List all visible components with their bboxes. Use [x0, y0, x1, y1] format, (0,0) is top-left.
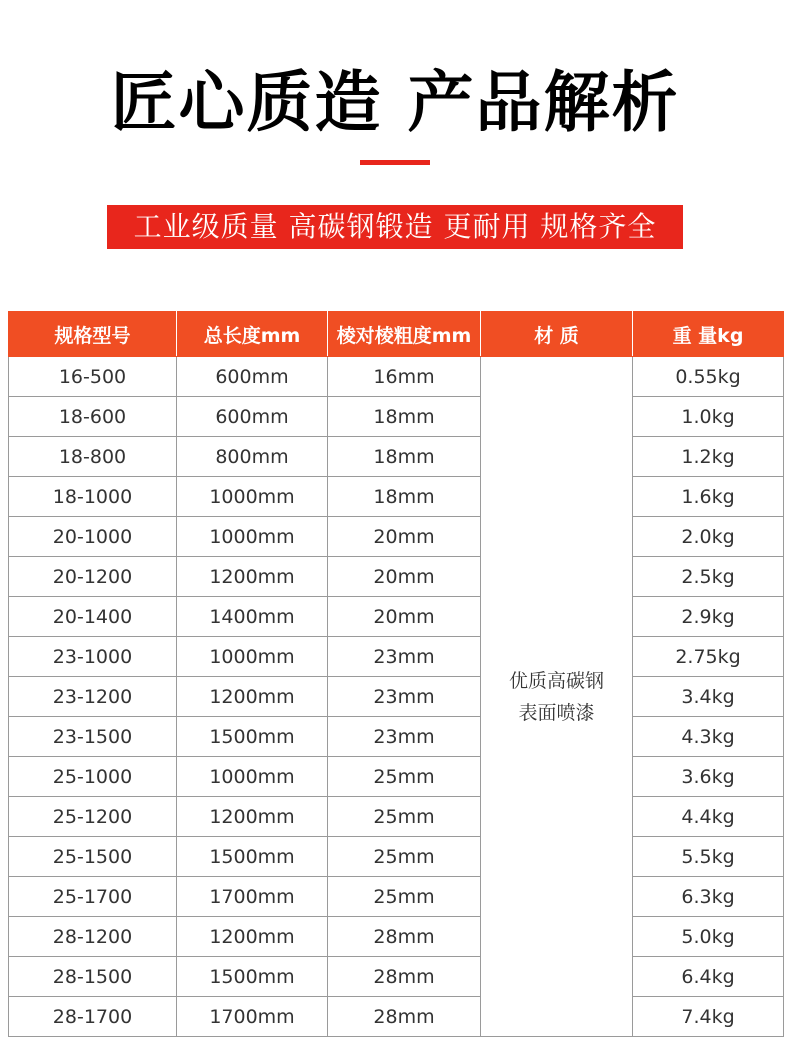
- table-row: [9, 477, 784, 517]
- cell-weight: 6.4kg: [633, 957, 784, 997]
- header-row: [9, 312, 784, 357]
- cell-length: 1200mm: [177, 917, 328, 957]
- cell-weight: 2.0kg: [633, 517, 784, 557]
- column-header-length: 总长度mm: [177, 312, 328, 357]
- cell-model: 23-1200: [9, 677, 177, 717]
- cell-thickness: 20mm: [328, 597, 481, 637]
- table-row: [9, 877, 784, 917]
- cell-thickness: 28mm: [328, 917, 481, 957]
- cell-length: 600mm: [177, 397, 328, 437]
- cell-weight: 4.3kg: [633, 717, 784, 757]
- table-row: [9, 797, 784, 837]
- column-header-weight: 重 量kg: [633, 312, 784, 357]
- cell-weight: 0.55kg: [633, 357, 784, 397]
- cell-model: 25-1700: [9, 877, 177, 917]
- table-row: [9, 917, 784, 957]
- cell-model: 20-1400: [9, 597, 177, 637]
- cell-length: 1200mm: [177, 677, 328, 717]
- cell-weight: 6.3kg: [633, 877, 784, 917]
- cell-length: 800mm: [177, 437, 328, 477]
- cell-length: 1500mm: [177, 717, 328, 757]
- cell-thickness: 25mm: [328, 757, 481, 797]
- cell-thickness: 20mm: [328, 557, 481, 597]
- table-row: [9, 357, 784, 397]
- table-row: [9, 597, 784, 637]
- cell-thickness: 25mm: [328, 797, 481, 837]
- cell-model: 25-1000: [9, 757, 177, 797]
- cell-length: 1000mm: [177, 517, 328, 557]
- table-row: [9, 437, 784, 477]
- cell-length: 1700mm: [177, 997, 328, 1037]
- cell-thickness: 18mm: [328, 477, 481, 517]
- cell-length: 600mm: [177, 357, 328, 397]
- column-header-model: 规格型号: [9, 312, 177, 357]
- cell-weight: 1.0kg: [633, 397, 784, 437]
- cell-length: 1200mm: [177, 557, 328, 597]
- cell-thickness: 20mm: [328, 517, 481, 557]
- cell-weight: 5.5kg: [633, 837, 784, 877]
- cell-thickness: 23mm: [328, 717, 481, 757]
- cell-material: [481, 357, 633, 1037]
- subtitle-banner: 工业级质量 高碳钢锻造 更耐用 规格齐全: [107, 205, 683, 249]
- cell-weight: 4.4kg: [633, 797, 784, 837]
- cell-length: 1200mm: [177, 797, 328, 837]
- cell-model: 18-600: [9, 397, 177, 437]
- cell-model: 18-1000: [9, 477, 177, 517]
- table-row: [9, 837, 784, 877]
- cell-length: 1000mm: [177, 477, 328, 517]
- table-row: [9, 557, 784, 597]
- cell-model: 28-1500: [9, 957, 177, 997]
- cell-thickness: 16mm: [328, 357, 481, 397]
- table-row: [9, 957, 784, 997]
- material-line: 表面喷漆: [518, 701, 595, 724]
- table-row: [9, 397, 784, 437]
- cell-length: 1500mm: [177, 837, 328, 877]
- cell-model: 20-1200: [9, 557, 177, 597]
- cell-weight: 3.6kg: [633, 757, 784, 797]
- cell-thickness: 23mm: [328, 677, 481, 717]
- cell-model: 28-1700: [9, 997, 177, 1037]
- cell-model: 16-500: [9, 357, 177, 397]
- cell-model: 28-1200: [9, 917, 177, 957]
- cell-length: 1700mm: [177, 877, 328, 917]
- cell-thickness: 25mm: [328, 877, 481, 917]
- cell-length: 1400mm: [177, 597, 328, 637]
- cell-model: 23-1000: [9, 637, 177, 677]
- title-underline: [360, 160, 430, 165]
- cell-weight: 1.6kg: [633, 477, 784, 517]
- table-row: [9, 717, 784, 757]
- cell-model: 25-1200: [9, 797, 177, 837]
- cell-weight: 1.2kg: [633, 437, 784, 477]
- material-line: 优质高碳钢: [508, 669, 604, 692]
- spec-table: [8, 311, 784, 1037]
- table-row: [9, 997, 784, 1037]
- cell-thickness: 23mm: [328, 637, 481, 677]
- cell-model: 25-1500: [9, 837, 177, 877]
- column-header-thickness: 棱对棱粗度mm: [328, 312, 481, 357]
- table-row: [9, 757, 784, 797]
- cell-weight: 7.4kg: [633, 997, 784, 1037]
- cell-weight: 5.0kg: [633, 917, 784, 957]
- cell-thickness: 18mm: [328, 437, 481, 477]
- cell-model: 23-1500: [9, 717, 177, 757]
- spec-table-header: [9, 312, 784, 357]
- cell-length: 1500mm: [177, 957, 328, 997]
- cell-weight: 3.4kg: [633, 677, 784, 717]
- table-row: [9, 637, 784, 677]
- cell-length: 1000mm: [177, 757, 328, 797]
- table-row: [9, 517, 784, 557]
- cell-model: 18-800: [9, 437, 177, 477]
- cell-weight: 2.75kg: [633, 637, 784, 677]
- cell-weight: 2.5kg: [633, 557, 784, 597]
- table-row: [9, 677, 784, 717]
- page-title: 匠心质造 产品解析: [110, 64, 680, 141]
- cell-model: 20-1000: [9, 517, 177, 557]
- column-header-material: 材 质: [481, 312, 633, 357]
- cell-thickness: 28mm: [328, 957, 481, 997]
- cell-thickness: 25mm: [328, 837, 481, 877]
- cell-weight: 2.9kg: [633, 597, 784, 637]
- cell-length: 1000mm: [177, 637, 328, 677]
- cell-thickness: 28mm: [328, 997, 481, 1037]
- cell-thickness: 18mm: [328, 397, 481, 437]
- spec-table-body: [9, 357, 784, 1037]
